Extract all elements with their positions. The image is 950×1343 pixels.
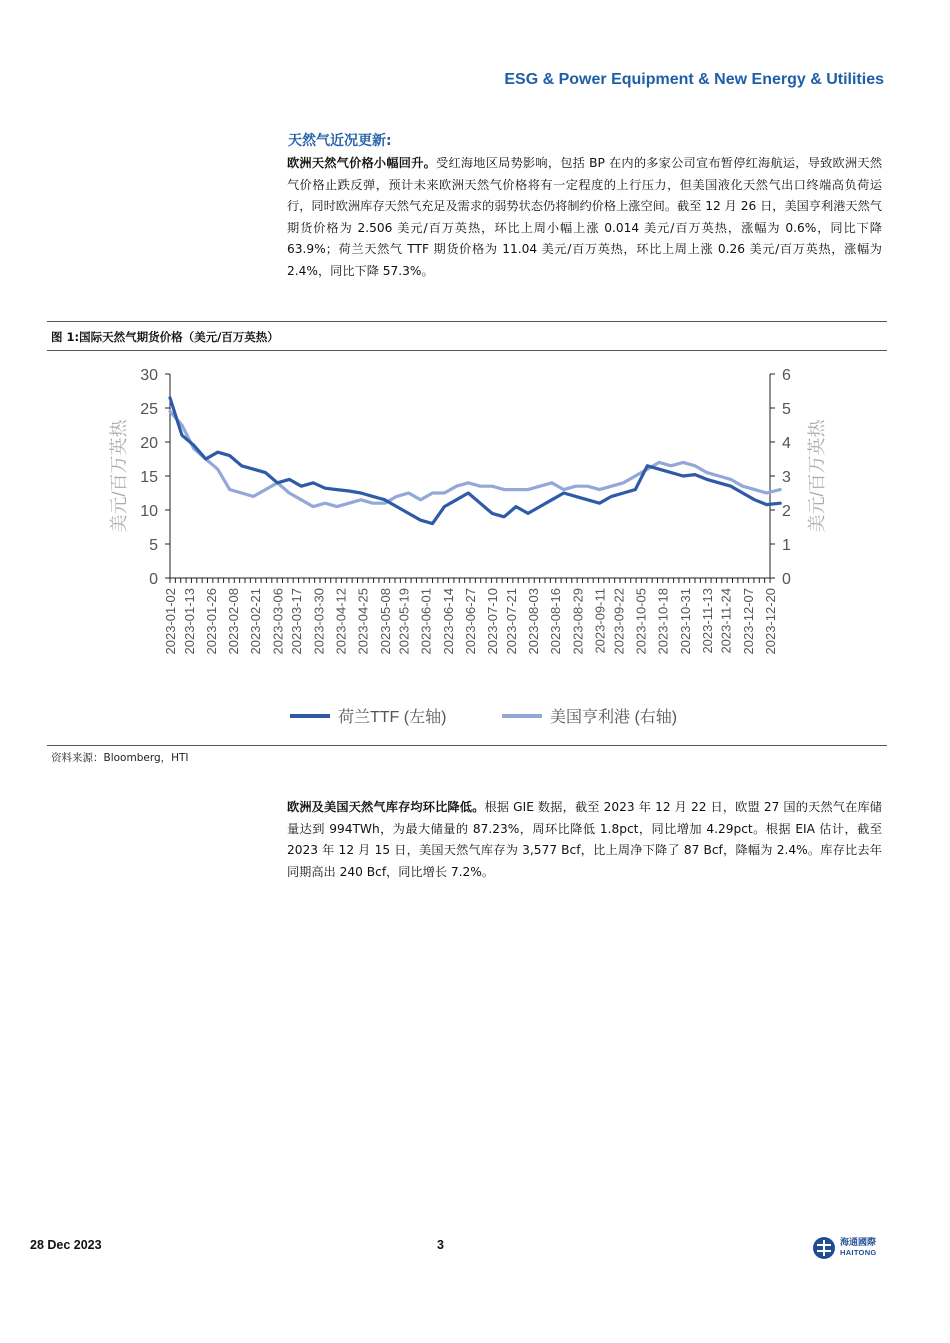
right-y-tick-label: 5: [782, 401, 791, 418]
x-tick-label: 2023-06-14: [440, 588, 456, 655]
x-tick-label: 2023-05-19: [396, 588, 412, 655]
x-tick-label: 2023-12-07: [740, 588, 756, 655]
x-tick-label: 2023-08-16: [548, 588, 564, 655]
x-tick-label: 2023-05-08: [377, 588, 393, 655]
x-tick-label: 2023-04-25: [355, 588, 371, 655]
x-tick-label: 2023-07-10: [485, 588, 501, 655]
x-tick-label: 2023-10-31: [677, 588, 693, 655]
paragraph-europe-gas-price: [287, 153, 882, 283]
haitong-logo-text: [840, 1238, 877, 1258]
haitong-logo: [812, 1236, 877, 1260]
footer-date: 28 Dec 2023: [30, 1238, 102, 1252]
figure-top-rule: [47, 321, 887, 322]
haitong-logo-icon: [812, 1236, 836, 1260]
left-y-tick-label: 25: [140, 401, 158, 418]
left-y-axis-title: 美元/百万英热: [109, 419, 129, 533]
right-y-tick-label: 4: [782, 435, 791, 452]
x-tick-label: 2023-08-03: [526, 588, 542, 655]
x-tick-label: 2023-01-13: [181, 588, 197, 655]
paragraph-lead: 欧洲及美国天然气库存均环比降低。: [287, 800, 485, 814]
logo-chinese-name: 海通國際: [840, 1238, 877, 1248]
legend-label: 荷兰TTF (左轴): [338, 709, 447, 726]
paragraph-lead: 欧洲天然气价格小幅回升。: [287, 156, 437, 170]
figure-source-note: 资料来源：Bloomberg，HTI: [51, 752, 189, 764]
left-y-tick-label: 15: [140, 469, 158, 486]
x-tick-label: 2023-08-29: [570, 588, 586, 655]
paragraph-text: 受红海地区局势影响，包括 BP 在内的多家公司宣布暂停红海航运，导致欧洲天然气价格止跌反弹，预计未来欧洲天然气价格将有一定程度的上行压力，但美国液化天然气出口终端高负荷运行，同时欧洲库存天然气充足及需求的弱势状态仍将制约价格上涨空间。截至 12 月 26 日，美国亨利港天然气期货价格为 2.506 美元/百万英热，环比上周小幅上涨 0.014 美元/百万英热，涨幅为 0.6%，同比下降 63.9%；荷兰天然气 TTF 期货价格为 11.04 美元/百万英热，环比上周上涨 0.26 美元/百万英热，涨幅为 2.4%，同比下降 57.3%。: [287, 156, 883, 278]
right-y-tick-label: 6: [782, 367, 791, 384]
report-header-title: ESG & Power Equipment & New Energy & Utilities: [504, 71, 884, 88]
paragraph-gas-inventory: [287, 797, 882, 883]
x-tick-label: 2023-07-21: [503, 588, 519, 655]
right-y-tick-label: 0: [782, 571, 791, 588]
x-tick-label: 2023-02-21: [248, 588, 264, 655]
x-tick-label: 2023-01-26: [203, 588, 219, 655]
x-tick-label: 2023-11-24: [718, 588, 734, 654]
x-tick-label: 2023-06-01: [418, 588, 434, 655]
legend-label: 美国亨利港 (右轴): [550, 709, 678, 726]
gas-futures-chart: [47, 352, 887, 744]
right-y-tick-label: 1: [782, 537, 791, 554]
figure-bottom-rule: [47, 745, 887, 746]
x-tick-label: 2023-04-12: [333, 588, 349, 655]
henry-hub-series-line: [170, 411, 780, 506]
footer-page-number: 3: [437, 1238, 444, 1252]
x-tick-label: 2023-03-06: [270, 588, 286, 655]
left-y-tick-label: 30: [140, 367, 158, 384]
x-tick-label: 2023-09-22: [611, 588, 627, 655]
section-heading: 天然气近况更新:: [288, 133, 392, 149]
right-y-tick-label: 2: [782, 503, 791, 520]
x-tick-label: 2023-06-27: [463, 588, 478, 655]
x-tick-label: 2023-11-13: [699, 588, 715, 654]
left-y-tick-label: 10: [140, 503, 158, 520]
gas-futures-chart-svg: [47, 352, 887, 744]
x-tick-label: 2023-10-18: [655, 588, 671, 655]
left-y-tick-label: 0: [149, 571, 158, 588]
x-tick-label: 2023-03-17: [289, 588, 305, 655]
ttf-series-line: [170, 398, 780, 524]
x-tick-label: 2023-09-11: [592, 588, 608, 654]
right-y-axis-title: 美元/百万英热: [807, 419, 827, 533]
x-tick-label: 2023-03-30: [311, 588, 327, 655]
figure-caption-rule: [47, 350, 887, 351]
x-tick-label: 2023-02-08: [226, 588, 242, 655]
figure-caption: 图 1:国际天然气期货价格（美元/百万英热）: [51, 330, 279, 344]
logo-english-name: HAITONG: [840, 1248, 877, 1257]
x-tick-label: 2023-12-20: [763, 588, 778, 655]
paragraph-text: 根据 GIE 数据，截至 2023 年 12 月 22 日，欧盟 27 国的天然气在库储量达到 994TWh，为最大储量的 87.23%，周环比降低 1.8pct，同比增加 4.29pct。根据 EIA 估计，截至 2023 年 12 月 15 日，美国天然气库存为 3,577 Bcf，比上周净下降了 87 Bcf，降幅为 2.4%。库存比去年同期高出 240 Bcf，同比增长 7.2%。: [287, 800, 882, 879]
left-y-tick-label: 5: [149, 537, 158, 554]
x-tick-label: 2023-01-02: [163, 588, 178, 655]
left-y-tick-label: 20: [140, 435, 158, 452]
right-y-tick-label: 3: [782, 469, 791, 486]
x-tick-label: 2023-10-05: [633, 588, 649, 655]
